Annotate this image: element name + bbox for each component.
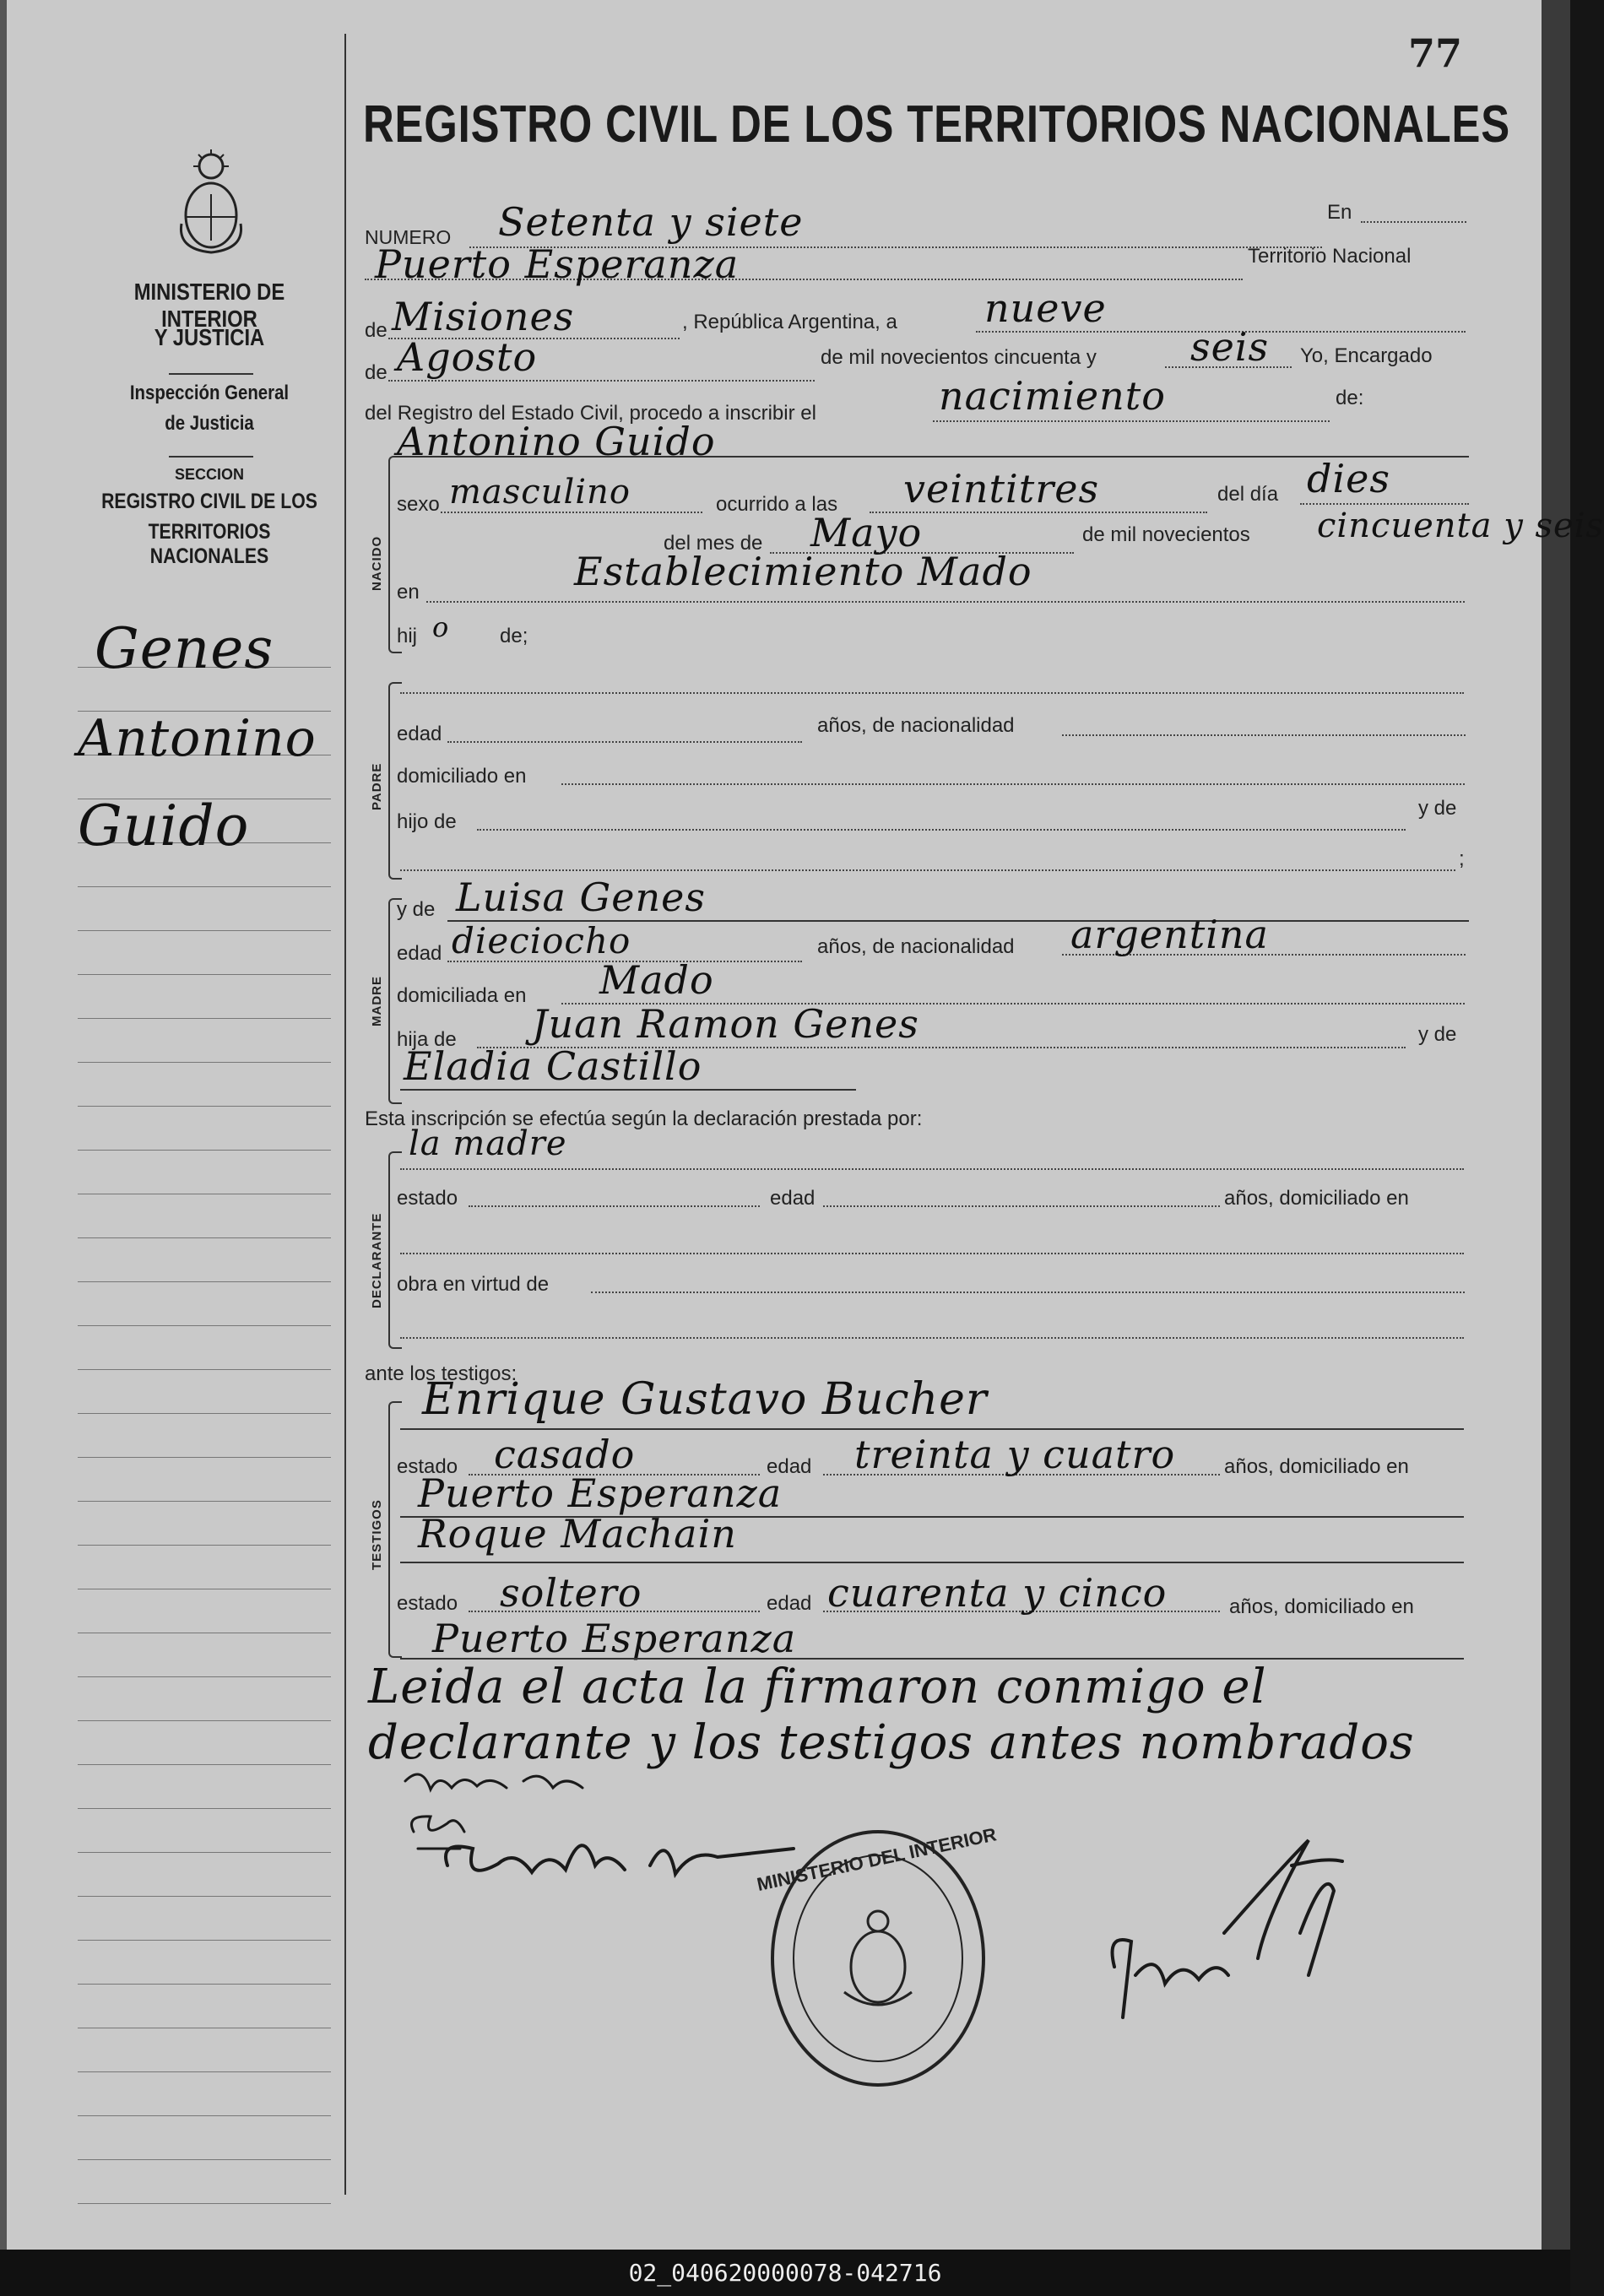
ministry-rule-2 bbox=[169, 456, 253, 458]
label-madre-y-de-2: y de bbox=[1418, 1023, 1457, 1046]
value-hijo-suffix: o bbox=[432, 611, 450, 643]
ministry-section-label: SECCION bbox=[174, 466, 244, 483]
margin-ruled-line bbox=[78, 1457, 331, 1458]
line-declarante-domicilio bbox=[400, 1253, 1464, 1254]
label-en: En bbox=[1327, 201, 1352, 224]
label-declarante-edad: edad bbox=[770, 1187, 816, 1210]
label-madre-domicilio: domiciliada en bbox=[397, 984, 527, 1007]
margin-ruled-line bbox=[78, 886, 331, 887]
value-lugar: Establecimiento Mado bbox=[574, 549, 1032, 594]
label-testigo2-anios: años, domiciliado en bbox=[1229, 1595, 1414, 1618]
side-label-madre: MADRE bbox=[370, 976, 384, 1026]
ministry-section-2: TERRITORIOS NACIONALES bbox=[148, 520, 271, 568]
margin-ruled-line bbox=[78, 1150, 331, 1151]
bracket-declarante bbox=[388, 1151, 402, 1349]
margin-ruled-line bbox=[78, 1940, 331, 1941]
signature-testigo-1 bbox=[412, 1817, 465, 1849]
line-declarante-edad bbox=[823, 1205, 1220, 1207]
signature-encargado bbox=[1113, 1840, 1343, 2017]
margin-ruled-line bbox=[78, 1018, 331, 1019]
label-hijo: hij bbox=[397, 625, 418, 647]
value-testigo2-domicilio: Puerto Esperanza bbox=[432, 1616, 797, 1661]
line-obra bbox=[591, 1292, 1465, 1293]
label-ocurrido: ocurrido a las bbox=[716, 493, 838, 516]
margin-ruled-line bbox=[78, 1764, 331, 1765]
signature-declarante bbox=[405, 1774, 583, 1790]
value-testigo1-domicilio: Puerto Esperanza bbox=[418, 1470, 783, 1516]
margin-ruled-line bbox=[78, 974, 331, 975]
label-testigo2-estado: estado bbox=[397, 1592, 458, 1615]
ministry-section-1: REGISTRO CIVIL DE LOS bbox=[101, 490, 317, 513]
value-nombre: Antonino Guido bbox=[397, 419, 716, 464]
margin-surname: Genes bbox=[95, 616, 274, 681]
label-numero: NUMERO bbox=[365, 226, 452, 248]
value-localidad: Puerto Esperanza bbox=[375, 241, 740, 287]
value-tipo-acta: nacimiento bbox=[939, 373, 1166, 419]
margin-ruled-line bbox=[78, 1984, 331, 1985]
label-madre-edad: edad bbox=[397, 942, 442, 965]
line-mes-registro bbox=[388, 380, 815, 382]
line-madre-madre bbox=[400, 1089, 856, 1091]
line-padre-nombre bbox=[400, 692, 1464, 694]
label-testigo1-edad: edad bbox=[767, 1455, 812, 1478]
label-del-mes: del mes de bbox=[664, 532, 763, 555]
label-ante-testigos: ante los testigos: bbox=[365, 1362, 518, 1385]
value-hora: veintitres bbox=[903, 466, 1100, 512]
label-del-registro: del Registro del Estado Civil, procedo a inscribir el bbox=[365, 402, 816, 425]
margin-ruled-line bbox=[78, 1369, 331, 1370]
signatures-and-stamp bbox=[371, 1764, 1486, 2068]
value-anio-registro: seis bbox=[1190, 324, 1270, 370]
label-de-territorio: de bbox=[365, 319, 387, 342]
line-padre-abuela bbox=[400, 869, 1455, 871]
ministry-dept-1: Inspección General bbox=[129, 382, 290, 404]
value-dia-registro: nueve bbox=[984, 285, 1107, 331]
label-de-mil: de mil novecientos cincuenta y bbox=[821, 346, 1097, 369]
bracket-nacido bbox=[388, 456, 402, 653]
line-testigo2 bbox=[400, 1562, 1464, 1563]
side-label-testigos: TESTIGOS bbox=[370, 1499, 384, 1570]
label-yo: Yo, Encargado bbox=[1300, 344, 1433, 367]
value-declarante: la madre bbox=[409, 1124, 567, 1163]
value-madre-edad: dieciocho bbox=[452, 920, 631, 961]
margin-divider bbox=[344, 34, 346, 2195]
margin-ruled-line bbox=[78, 1808, 331, 1809]
label-madre-nac: años, de nacionalidad bbox=[817, 935, 1015, 958]
label-padre-nac: años, de nacionalidad bbox=[817, 714, 1015, 737]
value-anio: cincuenta y seis bbox=[1317, 506, 1604, 545]
margin-ruled-line bbox=[78, 1237, 331, 1238]
line-dia bbox=[1300, 503, 1469, 505]
signature-testigo-2 bbox=[446, 1845, 794, 1874]
label-testigo1-anios: años, domiciliado en bbox=[1224, 1455, 1409, 1478]
value-sexo: masculino bbox=[449, 473, 631, 512]
value-madre-domicilio: Mado bbox=[599, 957, 714, 1003]
label-declarante-estado: estado bbox=[397, 1187, 458, 1210]
line-declarante-estado bbox=[469, 1205, 760, 1207]
margin-ruled-line bbox=[78, 1852, 331, 1853]
page-number: 77 bbox=[1408, 30, 1463, 76]
page-edge-right bbox=[1542, 0, 1570, 2250]
margin-ruled-line bbox=[78, 1676, 331, 1677]
margin-ruled-line bbox=[78, 2159, 331, 2160]
label-republica: , República Argentina, a bbox=[682, 311, 897, 333]
margin-first-name: Antonino bbox=[78, 709, 317, 768]
margin-ruled-line bbox=[78, 1896, 331, 1897]
line-obra-2 bbox=[400, 1337, 1464, 1339]
label-de-mil-2: de mil novecientos bbox=[1082, 523, 1250, 546]
label-del-dia: del día bbox=[1217, 483, 1279, 506]
ministry-dept-2: de Justicia bbox=[165, 412, 254, 435]
label-sexo: sexo bbox=[397, 493, 440, 516]
value-territorio: Misiones bbox=[392, 294, 575, 339]
line-en bbox=[1361, 221, 1466, 223]
label-de-semicolon: de; bbox=[500, 625, 528, 647]
label-padre-edad: edad bbox=[397, 723, 442, 745]
value-testigo1-edad: treinta y cuatro bbox=[854, 1432, 1176, 1477]
label-padre-domicilio: domiciliado en bbox=[397, 765, 527, 788]
value-testigo1: Enrique Gustavo Bucher bbox=[422, 1374, 988, 1425]
line-tipo-acta bbox=[933, 420, 1330, 422]
ministry-name-1: MINISTERIO DE INTERIOR bbox=[133, 279, 285, 332]
margin-ruled-line bbox=[78, 1720, 331, 1721]
stamp-text: MINISTERIO DEL INTERIOR bbox=[755, 1823, 999, 1895]
archive-id-footer: 02_040620000078-042716 bbox=[0, 2250, 1570, 2296]
value-testigo2-edad: cuarenta y cinco bbox=[827, 1570, 1168, 1616]
margin-ruled-line bbox=[78, 1106, 331, 1107]
line-declarante-nombre bbox=[400, 1168, 1464, 1170]
label-de-colon: de: bbox=[1336, 387, 1364, 409]
side-label-declarante: DECLARANTE bbox=[370, 1212, 384, 1308]
label-esta-inscripcion: Esta inscripción se efectúa según la declaración prestada por: bbox=[365, 1107, 923, 1130]
margin-ruled-line bbox=[78, 2203, 331, 2204]
margin-ruled-line bbox=[78, 1413, 331, 1414]
label-territorio: Territorio Nacional bbox=[1248, 245, 1412, 268]
label-madre-y-de: y de bbox=[397, 898, 436, 921]
line-sexo bbox=[441, 512, 702, 513]
line-testigo1 bbox=[400, 1428, 1464, 1430]
value-numero: Setenta y siete bbox=[498, 199, 804, 245]
closing-line-1: Leida el acta la firmaron conmigo el bbox=[368, 1660, 1267, 1714]
value-dia: dies bbox=[1307, 456, 1390, 501]
margin-ruled-line bbox=[78, 2071, 331, 2072]
line-lugar bbox=[426, 601, 1465, 603]
ministry-rule-1 bbox=[169, 373, 253, 375]
line-padre-domicilio bbox=[561, 783, 1465, 785]
value-testigo2: Roque Machain bbox=[418, 1511, 737, 1557]
line-padre-nac bbox=[1062, 734, 1466, 736]
value-mes-registro: Agosto bbox=[397, 334, 538, 380]
label-en-lugar: en bbox=[397, 581, 420, 604]
label-testigo1-estado: estado bbox=[397, 1455, 458, 1478]
label-padre-hijo-de: hijo de bbox=[397, 810, 457, 833]
label-padre-y-de: y de bbox=[1418, 797, 1457, 820]
margin-ruled-line bbox=[78, 1281, 331, 1282]
value-testigo2-estado: soltero bbox=[500, 1570, 642, 1616]
side-label-nacido: NACIDO bbox=[370, 535, 384, 591]
label-obra: obra en virtud de bbox=[397, 1273, 550, 1296]
label-de-mes: de bbox=[365, 361, 387, 384]
margin-ruled-line bbox=[78, 1062, 331, 1063]
margin-ruled-line bbox=[78, 2115, 331, 2116]
line-padre-hijo-de bbox=[477, 829, 1406, 831]
value-madre-nombre: Luisa Genes bbox=[456, 875, 706, 920]
margin-ruled-line bbox=[78, 1501, 331, 1502]
margin-second-name: Guido bbox=[78, 793, 250, 858]
value-testigo1-estado: casado bbox=[494, 1432, 636, 1477]
closing-line-2: declarante y los testigos antes nombrados bbox=[368, 1715, 1415, 1770]
page-title: REGISTRO CIVIL DE LOS TERRITORIOS NACIONALES bbox=[363, 95, 1510, 154]
value-madre-nacionalidad: argentina bbox=[1070, 912, 1269, 957]
bracket-testigos bbox=[388, 1401, 402, 1658]
margin-ruled-line bbox=[78, 1545, 331, 1546]
value-mes: Mayo bbox=[810, 510, 923, 555]
page-edge-left bbox=[0, 0, 7, 2250]
coat-of-arms-icon bbox=[173, 148, 249, 257]
value-madre-padre: Juan Ramon Genes bbox=[532, 1001, 919, 1047]
label-madre-hija-de: hija de bbox=[397, 1028, 457, 1051]
label-declarante-anios: años, domiciliado en bbox=[1224, 1187, 1409, 1210]
line-padre-edad bbox=[447, 741, 802, 743]
label-padre-semicolon: ; bbox=[1459, 847, 1465, 870]
value-madre-madre: Eladia Castillo bbox=[404, 1043, 702, 1089]
margin-ruled-line bbox=[78, 1325, 331, 1326]
ministry-name-2: Y JUSTICIA bbox=[154, 324, 265, 350]
margin-ruled-line bbox=[78, 930, 331, 931]
side-label-padre: PADRE bbox=[370, 762, 384, 810]
label-testigo2-edad: edad bbox=[767, 1592, 812, 1615]
